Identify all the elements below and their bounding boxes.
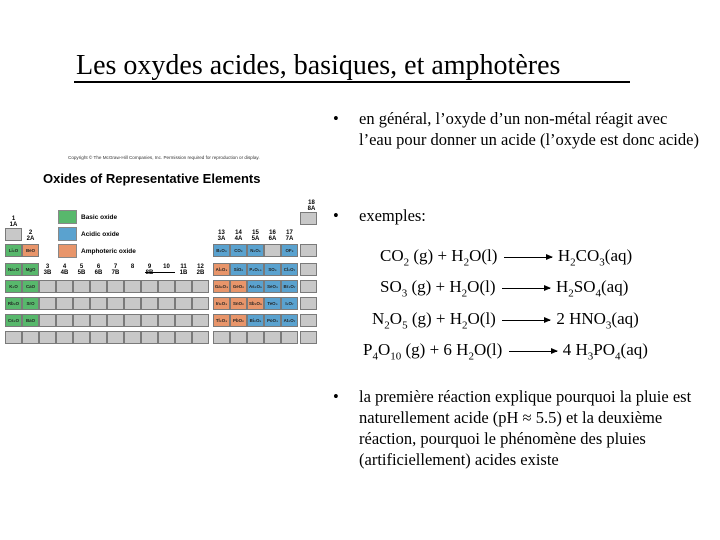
cell-zn (192, 280, 209, 293)
cell-br2o7: Br₂O₇ (281, 280, 298, 293)
bullet-text: exemples: (359, 206, 426, 225)
group-label-9: 9 8B (145, 264, 154, 276)
cell-ne (300, 244, 317, 257)
cell-pt (158, 314, 175, 327)
cell-ti (56, 280, 73, 293)
cell-lv (264, 331, 281, 344)
cell-al2o3: Al₂O₃ (213, 263, 230, 276)
group-label-2: 2 2A (26, 230, 35, 242)
cell-kr (300, 280, 317, 293)
cell-of2: OF₂ (281, 244, 298, 257)
group-label-3: 3 3B (43, 264, 52, 276)
cell-v (73, 280, 90, 293)
cell-o (264, 244, 281, 257)
cell-geo2: GeO₂ (230, 280, 247, 293)
cell-beo: BeO (22, 244, 39, 257)
figure-copyright: Copyright © The McGraw-Hill Companies, Inc. Permission required for reproduction or display. (68, 155, 260, 160)
cell-h (5, 228, 22, 241)
cell-cr (90, 280, 107, 293)
bullet-marker: • (333, 387, 339, 406)
group-8b-bracket (145, 272, 175, 273)
cell-seo3: SeO₃ (264, 280, 281, 293)
equation-co2: $CO_2$ $(g) + H_2O(l)$ $H_2CO_3(aq)$ (380, 246, 633, 269)
bullet-marker: • (333, 206, 339, 225)
cell-mn (107, 280, 124, 293)
cell-rf (56, 331, 73, 344)
cell-mc (247, 331, 264, 344)
group-label-1: 1 1A (9, 216, 18, 228)
cell-mo (90, 297, 107, 310)
cell-co (141, 280, 158, 293)
cell-teo3: TeO₃ (264, 297, 281, 310)
equation-so3: $SO_3$ $(g) + H_2O(l)$ $H_2SO_4(aq)$ (380, 277, 629, 300)
cell-xe (300, 297, 317, 310)
cell-nh (213, 331, 230, 344)
cell-hf (56, 314, 73, 327)
cell-la (39, 314, 56, 327)
cell-b2o3: B₂O₃ (213, 244, 230, 257)
cell-mt (141, 331, 158, 344)
cell-re (107, 314, 124, 327)
reaction-arrow-icon (509, 351, 557, 352)
cell-y (39, 297, 56, 310)
group-label-16: 16 6A (268, 230, 277, 242)
legend-basic-label: Basic oxide (81, 213, 118, 221)
cell-ts (281, 331, 298, 344)
cell-ag (175, 297, 192, 310)
group-label-4: 4 4B (60, 264, 69, 276)
cell-at2o7: At₂O₇ (281, 314, 298, 327)
cell-bh (107, 331, 124, 344)
cell-he (300, 212, 317, 225)
cell-w (90, 314, 107, 327)
cell-fl (230, 331, 247, 344)
legend-acidic-swatch (58, 227, 77, 241)
group-label-15: 15 5A (251, 230, 260, 242)
group-label-8: 8 (130, 264, 135, 270)
bullet-text: la première réaction explique pourquoi la pluie est naturellement acide (pH ≈ 5.5) et la deuxième réaction, pourquoi le phénomène des pluies (artificiellement) acides existe (359, 387, 692, 469)
cell-k2o: K₂O (5, 280, 22, 293)
cell-poo3: PoO₃ (264, 314, 281, 327)
group-label-6: 6 6B (94, 264, 103, 276)
bullet-marker: • (333, 109, 339, 128)
cell-cu (175, 280, 192, 293)
cell-ni (158, 280, 175, 293)
cell-sio2: SiO₂ (230, 263, 247, 276)
cell-sno2: SnO₂ (230, 297, 247, 310)
cell-cd (192, 297, 209, 310)
cell-zr (56, 297, 73, 310)
bullet-text: en général, l’oxyde d’un non-métal réagit avec l’eau pour donner un acide (l’oxyde est donc acide) (359, 109, 699, 149)
cell-na2o: Na₂O (5, 263, 22, 276)
legend-amphoteric-swatch (58, 244, 77, 258)
cell-ac (39, 331, 56, 344)
slide-title: Les oxydes acides, basiques, et amphotères (76, 50, 561, 81)
group-label-12: 12 2B (196, 264, 205, 276)
group-label-11: 11 1B (179, 264, 188, 276)
cell-ir (141, 314, 158, 327)
reaction-arrow-icon (502, 288, 550, 289)
cell-so3: SO₃ (264, 263, 281, 276)
reaction-arrow-icon (502, 320, 550, 321)
legend-basic (58, 210, 117, 224)
cell-bi2o5: Bi₂O₅ (247, 314, 264, 327)
oxides-figure (0, 148, 330, 353)
cell-og (300, 331, 317, 344)
group-label-18: 18 8A (307, 200, 316, 212)
cell-rg (175, 331, 192, 344)
group-label-5: 5 5B (77, 264, 86, 276)
cell-sb2o5: Sb₂O₅ (247, 297, 264, 310)
cell-cs2o: Cs₂O (5, 314, 22, 327)
equation-n2o5: $N_2O_5$ $(g) + H_2O(l)$ 2 $HNO_3(aq)$ (372, 309, 639, 332)
cell-sg (90, 331, 107, 344)
cell-hg (192, 314, 209, 327)
cell-p4o10: P₄O₁₀ (247, 263, 264, 276)
cell-os (124, 314, 141, 327)
cell-as2o5: As₂O₅ (247, 280, 264, 293)
cell-in2o3: In₂O₃ (213, 297, 230, 310)
figure-title: Oxides of Representative Elements (43, 171, 261, 186)
cell-n2o5: N₂O₅ (247, 244, 264, 257)
cell-cn (192, 331, 209, 344)
cell-rb2o: Rb₂O (5, 297, 22, 310)
cell-fr (5, 331, 22, 344)
cell-db (73, 331, 90, 344)
cell-mgo: MgO (22, 263, 39, 276)
group-label-13: 13 3A (217, 230, 226, 242)
cell-co2: CO₂ (230, 244, 247, 257)
group-label-7: 7 7B (111, 264, 120, 276)
cell-ta (73, 314, 90, 327)
group-label-17: 17 7A (285, 230, 294, 242)
cell-nb (73, 297, 90, 310)
cell-fe (124, 280, 141, 293)
cell-ga2o3: Ga₂O₃ (213, 280, 230, 293)
cell-i2o7: I₂O₇ (281, 297, 298, 310)
cell-hs (124, 331, 141, 344)
legend-amphoteric (58, 244, 136, 258)
group-label-14: 14 4A (234, 230, 243, 242)
cell-sro: SrO (22, 297, 39, 310)
cell-rn (300, 314, 317, 327)
cell-cao: CaO (22, 280, 39, 293)
cell-ra (22, 331, 39, 344)
cell-pbo2: PbO₂ (230, 314, 247, 327)
reaction-arrow-icon (504, 257, 552, 258)
cell-tc (107, 297, 124, 310)
legend-basic-swatch (58, 210, 77, 224)
cell-sc (39, 280, 56, 293)
cell-bao: BaO (22, 314, 39, 327)
legend-acidic (58, 227, 119, 241)
equation-p4o10: $P_4O_{10}$ (g) + 6 $H_2O(l)$ 4 $H_3PO_4(aq)$ (363, 340, 648, 363)
cell-au (175, 314, 192, 327)
title-underline (74, 81, 630, 83)
legend-amphoteric-label: Amphoteric oxide (81, 247, 136, 255)
cell-ru (124, 297, 141, 310)
cell-tl2o3: Tl₂O₃ (213, 314, 230, 327)
cell-rh (141, 297, 158, 310)
cell-ds (158, 331, 175, 344)
cell-pd (158, 297, 175, 310)
cell-cl2o7: Cl₂O₇ (281, 263, 298, 276)
group-label-10: 10 (163, 264, 170, 270)
cell-li2o: Li₂O (5, 244, 22, 257)
legend-acidic-label: Acidic oxide (81, 230, 120, 238)
cell-ar (300, 263, 317, 276)
